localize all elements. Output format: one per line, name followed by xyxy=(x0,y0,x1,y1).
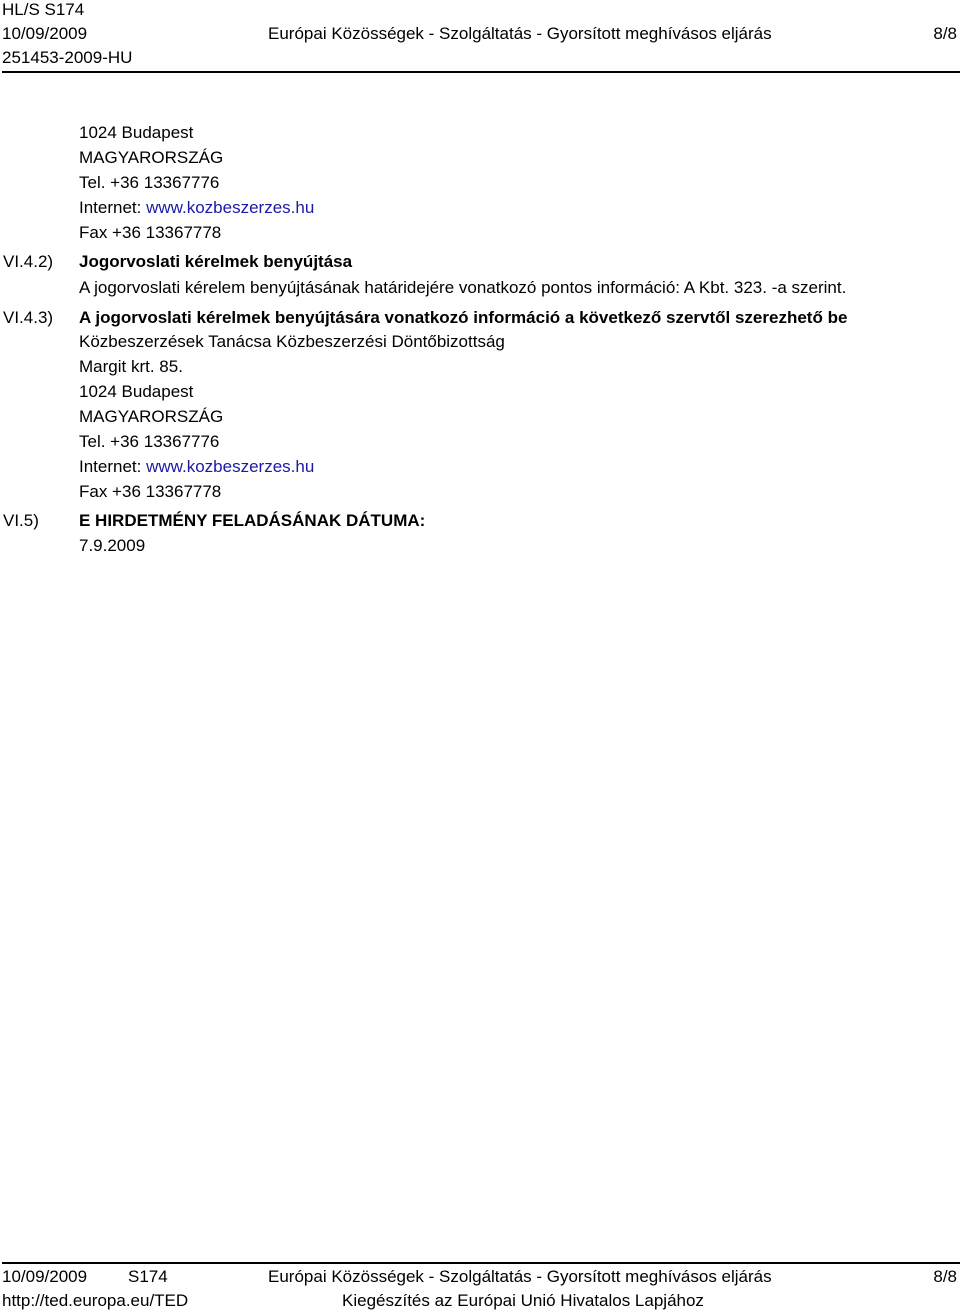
top-address-internet xyxy=(79,199,314,216)
header-journal: HL/S S174 xyxy=(2,0,85,19)
section-label: VI.5) xyxy=(3,511,39,530)
dispatch-date: 7.9.2009 xyxy=(79,536,146,555)
internet-label: Internet: xyxy=(79,198,147,217)
header-title: Európai Közösségek - Szolgáltatás - Gyorsított meghívásos eljárás xyxy=(268,24,772,43)
section-text: A jogorvoslati kérelem benyújtásának határidejére vonatkozó pontos információ: A Kbt. 323. -a szerint. xyxy=(79,278,847,297)
header-date: 10/09/2009 xyxy=(2,24,88,43)
section-label: VI.4.2) xyxy=(3,252,54,271)
section-heading: E HIRDETMÉNY FELADÁSÁNAK DÁTUMA: xyxy=(79,511,426,530)
header-page-number: 8/8 xyxy=(933,24,957,43)
footer-title: Európai Közösségek - Szolgáltatás - Gyorsított meghívásos eljárás xyxy=(268,1267,772,1286)
org-tel: Tel. +36 13367776 xyxy=(79,432,220,451)
header-doc-id: 251453-2009-HU xyxy=(2,48,133,67)
top-address-tel: Tel. +36 13367776 xyxy=(79,173,220,192)
footer-url[interactable]: http://ted.europa.eu/TED xyxy=(2,1291,189,1310)
org-street: Margit krt. 85. xyxy=(79,357,183,376)
internet-link[interactable]: www.kozbeszerzes.hu xyxy=(146,457,315,476)
org-country: MAGYARORSZÁG xyxy=(79,407,224,426)
footer-page-number: 8/8 xyxy=(933,1267,957,1286)
org-internet xyxy=(79,458,314,475)
footer-issue: S174 xyxy=(128,1267,168,1286)
footer-divider xyxy=(2,1262,960,1264)
section-heading: A jogorvoslati kérelmek benyújtására vonatkozó információ a következő szervtől szerezhető be xyxy=(79,308,848,327)
footer-date: 10/09/2009 xyxy=(2,1267,88,1286)
org-fax: Fax +36 13367778 xyxy=(79,482,222,501)
footer-supplement: Kiegészítés az Európai Unió Hivatalos Lapjához xyxy=(342,1291,704,1310)
org-name: Közbeszerzések Tanácsa Közbeszerzési Döntőbizottság xyxy=(79,332,505,351)
org-city: 1024 Budapest xyxy=(79,382,194,401)
header-divider xyxy=(2,71,960,73)
top-address-fax: Fax +36 13367778 xyxy=(79,223,222,242)
internet-link[interactable]: www.kozbeszerzes.hu xyxy=(146,198,315,217)
section-heading: Jogorvoslati kérelmek benyújtása xyxy=(79,252,353,271)
internet-label: Internet: xyxy=(79,457,147,476)
section-label: VI.4.3) xyxy=(3,308,54,327)
top-address-city: 1024 Budapest xyxy=(79,123,194,142)
top-address-country: MAGYARORSZÁG xyxy=(79,148,224,167)
